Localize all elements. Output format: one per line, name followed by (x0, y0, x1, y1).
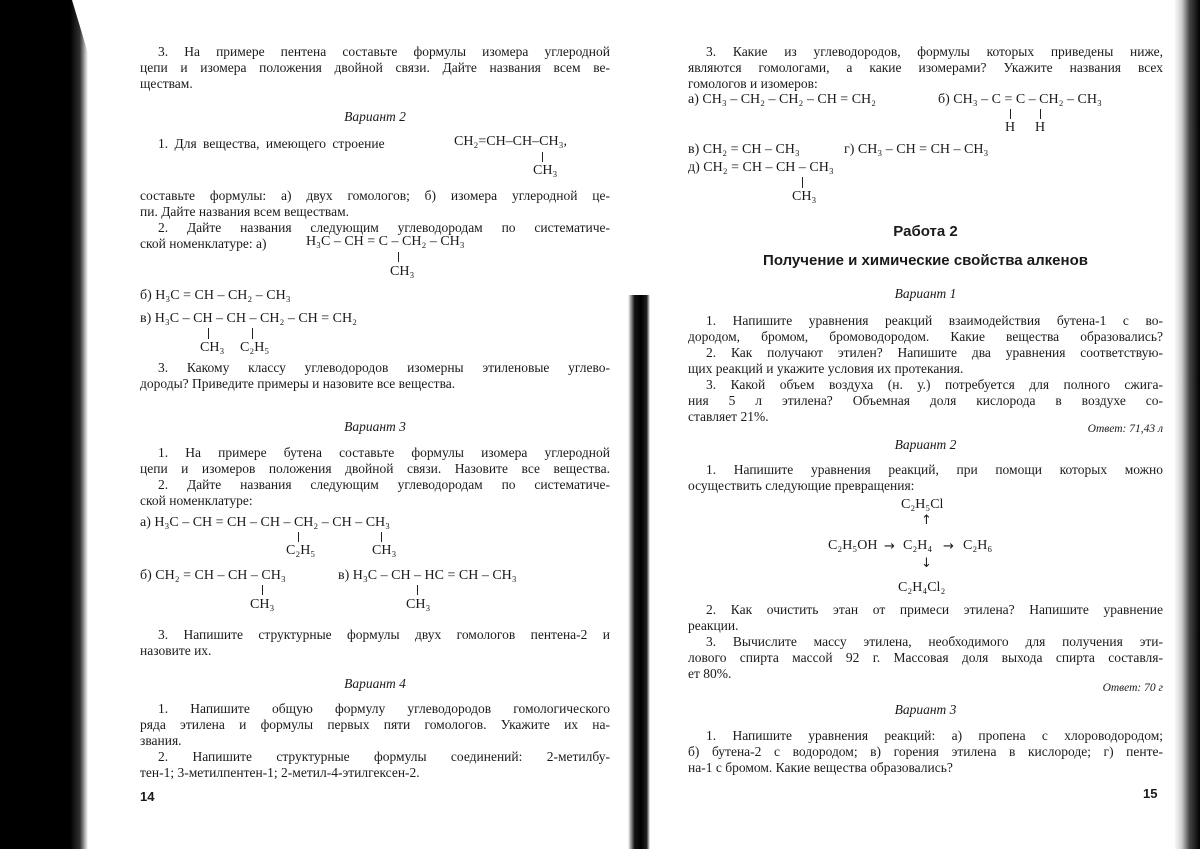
text-line: 1. Для вещества, имеющего строение (158, 136, 385, 151)
text-line: дороды? Приведите примеры и назовите все вещества. (140, 376, 456, 391)
arrow-right-icon: → (884, 539, 895, 554)
scan-edge-left (0, 0, 88, 849)
text-line: осуществить следующие превращения: (688, 478, 915, 493)
bond-line (208, 328, 209, 339)
text-line: ет 80%. (688, 666, 732, 681)
text-line: 2. Напишите структурные формулы соединений: 2-метилбу- (158, 749, 610, 764)
variant-heading: Вариант 2 (344, 109, 406, 124)
chemical-formula: CH₃ (792, 189, 817, 204)
arrow-right-icon: → (943, 539, 954, 554)
text-line: лового спирта массой 92 г. Массовая доля выхода спирта составля- (688, 650, 1163, 665)
variant-heading: Вариант 2 (894, 437, 957, 452)
chemical-formula: C₂H₅ (240, 340, 270, 355)
text-line: 2. Как получают этилен? Напишите два уравнения соответствую- (706, 345, 1163, 360)
text-line: ществам. (140, 76, 193, 91)
text-line: пи. Дайте названия всем веществам. (140, 204, 350, 219)
text-line: 1. Напишите уравнения реакций взаимодействия бутена-1 с во- (706, 313, 1163, 328)
page-number: 14 (140, 789, 155, 804)
chemical-formula: в) H₃C – CH – CH – CH₂ – CH = CH₂ (140, 311, 357, 326)
text-line: на-1 с бромом. Какие вещества образовались? (688, 760, 953, 775)
text-line: цепи и изомеров положения двойной связи. Назовите все вещества. (140, 461, 610, 476)
text-line: 3. Какому классу углеводородов изомерны этиленовые углево- (158, 360, 610, 375)
variant-heading: Вариант 4 (344, 676, 406, 691)
bond-line (262, 585, 263, 595)
chemical-formula: H (1035, 120, 1046, 135)
text-line: ской номенклатуре: а) (140, 236, 267, 251)
scheme-left-compound: C₂H₅OH (828, 538, 878, 553)
chemical-formula: CH₃ (390, 264, 415, 279)
chemical-formula: C₂H₅ (286, 543, 316, 558)
text-line: б) бутена-2 с водородом; в) горения этилена в кислороде; г) пенте- (688, 744, 1163, 759)
text-line: 2. Дайте названия следующим углеводородам по систематиче- (158, 220, 610, 235)
text-line: 2. Как очистить этан от примеси этилена? Напишите уравнение (706, 602, 1163, 617)
chemical-formula: в) H₃C – CH – HC = CH – CH₃ (338, 568, 517, 583)
text-line: гомологов и изомеров: (688, 76, 818, 91)
chemical-formula: б) CH₃ – C = C – CH₂ – CH₃ (938, 92, 1102, 107)
bond-line (542, 152, 543, 162)
text-line: дородом, бромом, бромоводородом. Какие вещества образовались? (688, 329, 1163, 344)
bond-line (398, 252, 399, 262)
chemical-formula: CH₂=CH–CH–CH₃, (454, 134, 567, 149)
text-line: 3. Вычислите массу этилена, необходимого для получения эти- (706, 634, 1163, 649)
text-line: ской номенклатуре: (140, 493, 253, 508)
variant-heading: Вариант 1 (894, 286, 957, 301)
text-line: 1. Напишите уравнения реакций: а) пропена с хлороводородом; (706, 728, 1163, 743)
chemical-formula: в) CH₂ = CH – CH₃ (688, 142, 800, 157)
text-line: 1. Напишите общую формулу углеводородов гомологического (158, 701, 610, 716)
chemical-formula: CH₃ (200, 340, 225, 355)
text-line: 3. На примере пентена составьте формулы изомера углеродной (158, 44, 610, 59)
bond-line (381, 532, 382, 542)
chemical-formula: CH₃ (406, 597, 431, 612)
bond-line (417, 585, 418, 595)
work-subtitle: Получение и химические свойства алкенов (763, 252, 1088, 269)
bond-line (1040, 109, 1041, 119)
chemical-formula: г) CH₃ – CH = CH – CH₃ (844, 142, 989, 157)
work-title: Работа 2 (893, 223, 958, 240)
text-line: 3. Какой объем воздуха (н. у.) потребуется для полного сжига- (706, 377, 1163, 392)
answer-text: Ответ: 70 г (1102, 682, 1163, 694)
scheme-top-compound: C₂H₅Cl (901, 497, 944, 512)
scan-edge-right (1174, 0, 1200, 849)
arrow-up-icon: ↑ (921, 513, 932, 528)
scheme-center-compound: C₂H₄ (903, 538, 933, 553)
text-line: цепи и изомера положения двойной связи. Дайте названия всем ве- (140, 60, 610, 75)
chemical-formula: CH₃ (372, 543, 397, 558)
text-line: составьте формулы: а) двух гомологов; б) изомера углеродной це- (140, 188, 610, 203)
chemical-formula: б) CH₂ = CH – CH – CH₃ (140, 568, 286, 583)
chemical-formula: H₃C – CH = C – CH₂ – CH₃ (306, 234, 465, 249)
bond-line (802, 177, 803, 188)
text-line: ставляет 21%. (688, 409, 769, 424)
chemical-formula: CH₃ (533, 163, 558, 178)
answer-text: Ответ: 71,43 л (1087, 423, 1163, 435)
chemical-formula: а) H₃C – CH = CH – CH – CH₂ – CH – CH₃ (140, 515, 391, 530)
chemical-formula: б) H₃C = CH – CH₂ – CH₃ (140, 288, 291, 303)
text-line: 1. Напишите уравнения реакций, при помощи которых можно (706, 462, 1163, 477)
chemical-formula: CH₃ (250, 597, 275, 612)
text-line: тен-1; 3-метилпентен-1; 2-метил-4-этилгексен-2. (140, 765, 420, 780)
text-line: щих реакций и укажите условия их протекания. (688, 361, 964, 376)
book-spine-shadow (628, 295, 650, 849)
bond-line (1010, 109, 1011, 119)
text-line: реакции. (688, 618, 739, 633)
text-line: ряда этилена и формулы первых пяти гомологов. Укажите их на- (140, 717, 610, 732)
bond-line (252, 328, 253, 339)
text-line: назовите их. (140, 643, 212, 658)
variant-heading: Вариант 3 (344, 419, 406, 434)
text-line: являются гомологами, а какие изомерами? Укажите названия всех (688, 60, 1163, 75)
page-number: 15 (1143, 786, 1158, 801)
text-line: звания. (140, 733, 182, 748)
bond-line (298, 532, 299, 542)
text-line: 2. Дайте названия следующим углеводородам по систематиче- (158, 477, 610, 492)
chemical-formula: д) CH₂ = CH – CH – CH₃ (688, 160, 834, 175)
scheme-bottom-compound: C₂H₄Cl₂ (898, 580, 946, 595)
variant-heading: Вариант 3 (894, 702, 957, 717)
chemical-formula: H (1005, 120, 1016, 135)
text-line: ния 5 л этилена? Объемная доля кислорода в воздухе со- (688, 393, 1163, 408)
chemical-formula: а) CH₃ – CH₂ – CH₂ – CH = CH₂ (688, 92, 877, 107)
text-line: 1. На примере бутена составьте формулы изомера углеродной (158, 445, 610, 460)
arrow-down-icon: ↓ (921, 556, 932, 571)
text-line: 3. Какие из углеводородов, формулы которых приведены ниже, (706, 44, 1163, 59)
text-line: 3. Напишите структурные формулы двух гомологов пентена-2 и (158, 627, 610, 642)
scheme-right-compound: C₂H₆ (963, 538, 993, 553)
